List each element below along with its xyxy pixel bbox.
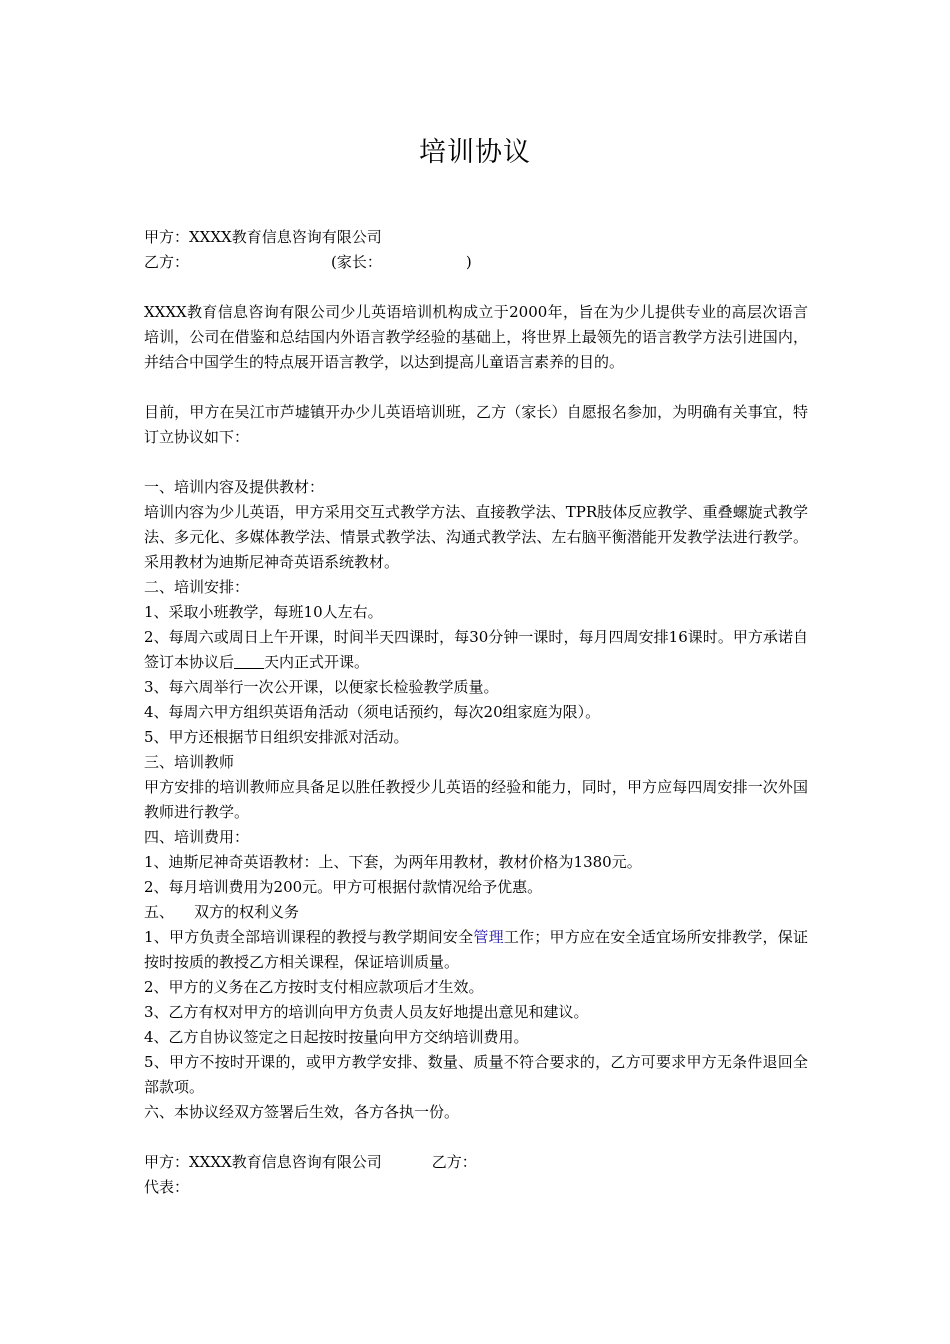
section5-item-1 [144,925,808,975]
section2-item-1: 1、采取小班教学，每班10人左右。 [144,603,383,621]
section5-heading [144,900,808,925]
section5-item-3: 3、乙方有权对甲方的培训向甲方负责人员友好地提出意见和建议。 [144,1003,589,1021]
section2-item-4: 4、每周六甲方组织英语角活动（须电话预约，每次20组家庭为限）。 [144,703,601,721]
management-link[interactable]: 管理 [473,928,504,946]
section2-item-2-text: 2、每周六或周日上午开课，时间半天四课时，每30分钟一课时，每月四周安排16课时。甲方承诺自签订本协议后 [144,628,808,671]
section5-heading-text: 双方的权利义务 [194,903,300,921]
section4-item-2: 2、每月培训费用为200元。甲方可根据付款情况给予优惠。 [144,878,543,896]
party-a-line: 甲方：XXXX教育信息咨询有限公司 [144,228,382,246]
document-title: 培训协议 [419,137,531,168]
section4-heading: 四、培训费用： [144,828,250,846]
section5-item-1-tail: 工作；甲方应在安全适宜场所安排教学，保证按时按质的教授乙方相关课程，保证培训质量。 [144,928,808,971]
section2-heading: 二、培训安排： [144,578,250,596]
signature-party-b: 乙方： [431,1153,477,1171]
signature-party-a: 甲方：XXXX教育信息咨询有限公司 [144,1153,382,1171]
days-blank [234,654,264,669]
parent-close: ) [465,253,472,271]
section2-item-3: 3、每六周举行一次公开课，以便家长检验教学质量。 [144,678,499,696]
section6-text: 六、本协议经双方签署后生效，各方各执一份。 [144,1103,460,1121]
purpose-paragraph: 目前，甲方在吴江市芦墟镇开办少儿英语培训班，乙方（家长）自愿报名参加，为明确有关事宜，特订立协议如下： [144,403,808,446]
signature-representative: 代表： [144,1178,190,1196]
intro-paragraph: XXXX教育信息咨询有限公司少儿英语培训机构成立于2000年，旨在为少儿提供专业的高层次语言培训，公司在借鉴和总结国内外语言教学经验的基础上，将世界上最领先的语言教学方法引进国内，并结合中国学生的特点展开语言教学，以达到提高儿童语言素养的目的。 [144,303,808,371]
section2-item-2 [144,625,808,675]
parent-label: (家长： [331,253,382,271]
section3-heading: 三、培训教师 [144,753,235,771]
section5-heading-num: 五、 [144,903,175,921]
section1-text: 培训内容为少儿英语，甲方采用交互式教学方法、直接教学法、TPR肢体反应教学、重叠螺旋式教学法、多元化、多媒体教学法、情景式教学法、沟通式教学法、左右脑平衡潜能开发教学法进行教学。采用教材为迪斯尼神奇英语系统教材。 [144,503,808,571]
section3-text: 甲方安排的培训教师应具备足以胜任教授少儿英语的经验和能力，同时，甲方应每四周安排一次外国教师进行教学。 [144,778,808,821]
section5-item-5: 5、甲方不按时开课的，或甲方教学安排、数量、质量不符合要求的，乙方可要求甲方无条件退回全部款项。 [144,1053,808,1096]
document-body [144,225,808,1200]
party-b-label: 乙方： [144,253,190,271]
party-b-line [144,250,808,275]
section2-item-5: 5、甲方还根据节日组织安排派对活动。 [144,728,409,746]
signature-line [144,1150,808,1175]
section5-item-4: 4、乙方自协议签定之日起按时按量向甲方交纳培训费用。 [144,1028,529,1046]
section2-item-2-tail: 天内正式开课。 [264,653,370,671]
section5-item-1-text: 1、甲方负责全部培训课程的教授与教学期间安全 [144,928,474,946]
section1-heading: 一、培训内容及提供教材： [144,478,325,496]
section5-item-2: 2、甲方的义务在乙方按时支付相应款项后才生效。 [144,978,484,996]
section4-item-1: 1、迪斯尼神奇英语教材：上、下套，为两年用教材，教材价格为1380元。 [144,853,642,871]
